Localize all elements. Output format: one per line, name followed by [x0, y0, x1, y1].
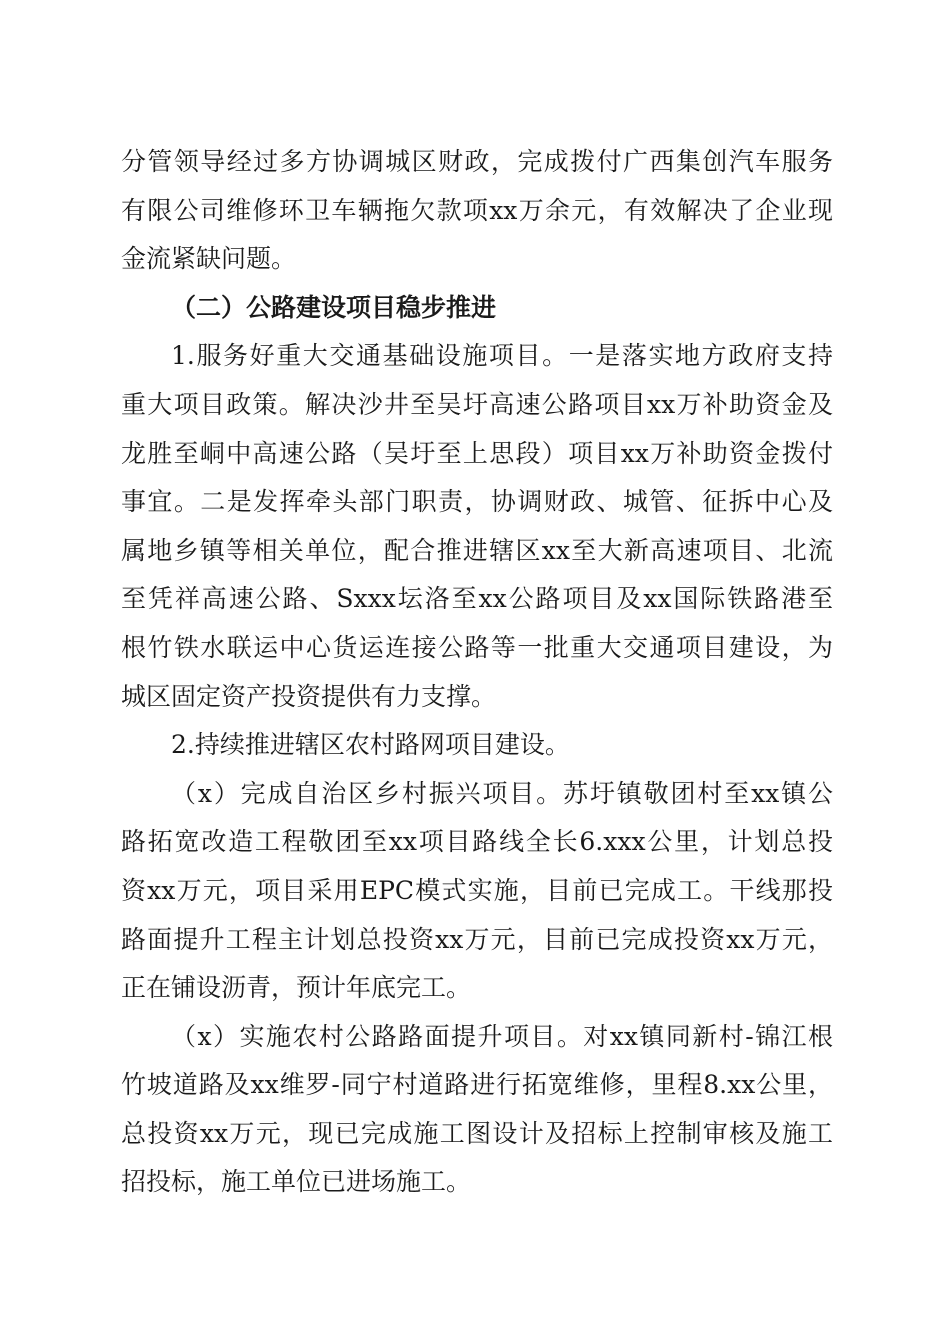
- paragraph-line: 事宜。二是发挥牵头部门职责，协调财政、城管、征拆中心及: [121, 487, 833, 517]
- paragraph-line: 路面提升工程主计划总投资xx万元，目前已完成投资xx万元，: [121, 924, 833, 954]
- paragraph-line: 重大项目政策。解决沙井至吴圩高速公路项目xx万补助资金及: [121, 389, 833, 419]
- paragraph-line: 招投标，施工单位已进场施工。: [121, 1167, 472, 1197]
- paragraph-line: 属地乡镇等相关单位，配合推进辖区xx至大新高速项目、北流: [121, 535, 833, 565]
- paragraph-line: 分管领导经过多方协调城区财政，完成拨付广西集创汽车服务: [121, 147, 833, 176]
- paragraph-line: 龙胜至峒中高速公路（吴圩至上思段）项目xx万补助资金拨付: [121, 438, 833, 468]
- paragraph-line: （x）实施农村公路路面提升项目。对xx镇同新村-锦江根: [171, 1021, 833, 1051]
- paragraph-line: 至凭祥高速公路、Sxxx坛洛至xx公路项目及xx国际铁路港至: [121, 584, 833, 614]
- document-body: [121, 138, 833, 1207]
- paragraph-line: 资xx万元，项目采用EPC模式实施，目前已完成工。干线那投: [121, 875, 833, 905]
- subsection-heading: 2.持续推进辖区农村路网项目建设。: [171, 730, 570, 760]
- paragraph-line: 正在铺设沥青，预计年底完工。: [121, 973, 472, 1003]
- paragraph-line: （x）完成自治区乡村振兴项目。苏圩镇敬团村至xx镇公: [171, 778, 833, 808]
- paragraph-line: 1.服务好重大交通基础设施项目。一是落实地方政府支持: [171, 341, 833, 371]
- paragraph-line: 根竹铁水联运中心货运连接公路等一批重大交通项目建设，为: [121, 632, 833, 662]
- paragraph-line: 有限公司维修环卫车辆拖欠款项xx万余元，有效解决了企业现: [121, 195, 833, 225]
- paragraph-line: 总投资xx万元，现已完成施工图设计及招标上控制审核及施工: [121, 1118, 833, 1148]
- section-heading: （二）公路建设项目稳步推进: [171, 292, 497, 322]
- paragraph-line: 路拓宽改造工程敬团至xx项目路线全长6.xxx公里，计划总投: [121, 827, 833, 857]
- paragraph-line: 城区固定资产投资提供有力支撑。: [121, 681, 497, 711]
- paragraph-line: 竹坡道路及xx维罗-同宁村道路进行拓宽维修，里程8.xx公里，: [121, 1070, 833, 1100]
- paragraph-line: 金流紧缺问题。: [121, 244, 297, 274]
